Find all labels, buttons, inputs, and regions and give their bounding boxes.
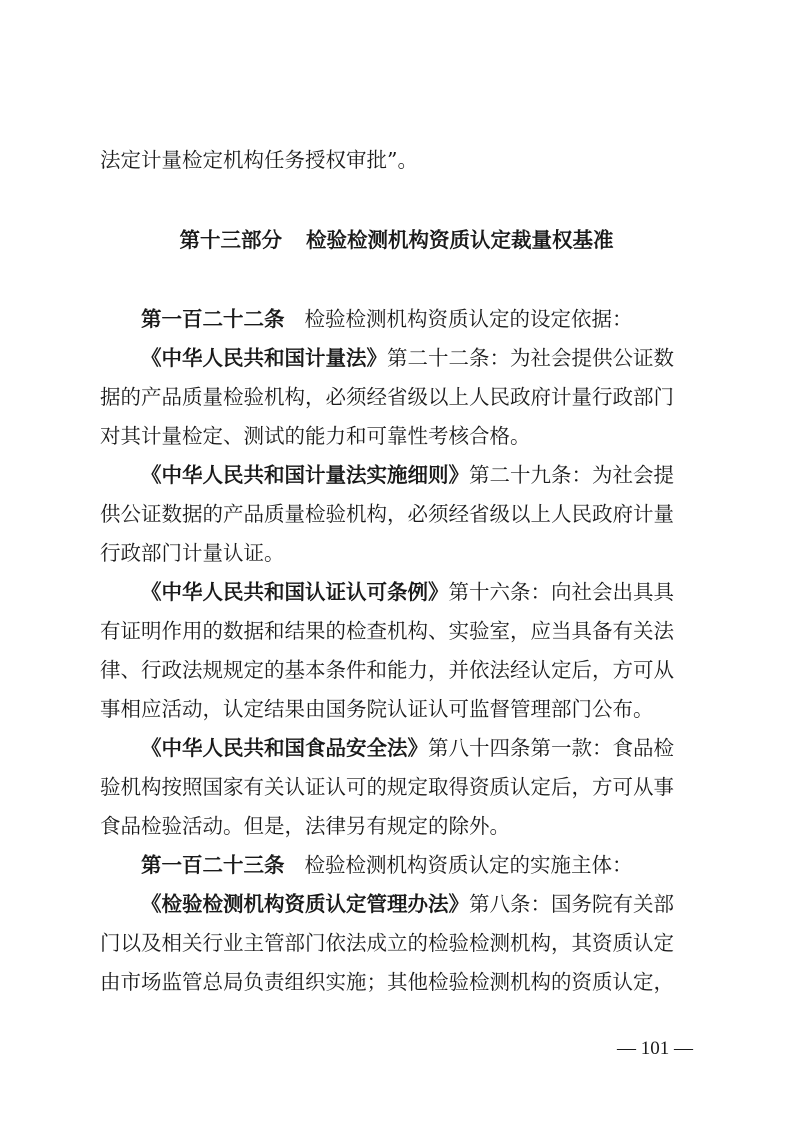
top-fragment-line: 法定计量检定机构任务授权审批”。 xyxy=(100,148,418,172)
p4-line1-text: 第八十四条第一款：食品检 xyxy=(428,736,674,760)
p1-law-title: 《中华人民共和国计量法》 xyxy=(141,346,387,370)
p1-line1-text: 第二十二条：为社会提供公证数 xyxy=(387,346,674,370)
article-123 xyxy=(141,850,701,880)
p3-line1-text: 第十六条：向社会出具具 xyxy=(448,580,674,604)
p4-line2: 验机构按照国家有关认证认可的规定取得资质认定后，方可从事 xyxy=(100,775,674,799)
article-122 xyxy=(141,304,701,334)
p3-law-title: 《中华人民共和国认证认可条例》 xyxy=(141,580,449,604)
p5-line1 xyxy=(141,889,701,919)
p1-line2: 据的产品质量检验机构，必须经省级以上人民政府计量行政部门 xyxy=(100,385,674,409)
section-heading xyxy=(0,225,793,255)
p2-line1-text: 第二十九条：为社会提 xyxy=(469,463,674,487)
p2-line3: 行政部门计量认证。 xyxy=(100,541,285,565)
p5-law-title: 《检验检测机构资质认定管理办法》 xyxy=(141,892,469,916)
page-number: — 101 — xyxy=(617,1038,693,1059)
p5-line2: 门以及相关行业主管部门依法成立的检验检测机构，其资质认定 xyxy=(100,931,674,955)
article-123-label: 第一百二十三条 xyxy=(141,853,285,877)
article-122-text: 检验检测机构资质认定的设定依据： xyxy=(304,307,633,331)
p3-line2: 有证明作用的数据和结果的检查机构、实验室，应当具备有关法 xyxy=(100,619,674,643)
section-title: 检验检测机构资质认定裁量权基准 xyxy=(306,228,614,252)
p1-line3: 对其计量检定、测试的能力和可靠性考核合格。 xyxy=(100,424,531,448)
p2-line2: 供公证数据的产品质量检验机构，必须经省级以上人民政府计量 xyxy=(100,502,674,526)
p3-line3: 律、行政法规规定的基本条件和能力，并依法经认定后，方可从 xyxy=(100,658,674,682)
p2-law-title: 《中华人民共和国计量法实施细则》 xyxy=(141,463,469,487)
p1-line1 xyxy=(141,343,701,373)
p3-line4: 事相应活动，认定结果由国务院认证认可监督管理部门公布。 xyxy=(100,697,654,721)
p4-law-title: 《中华人民共和国食品安全法》 xyxy=(141,736,428,760)
p3-line1 xyxy=(141,577,701,607)
article-122-label: 第一百二十二条 xyxy=(141,307,285,331)
section-label: 第十三部分 xyxy=(179,228,282,252)
article-123-text: 检验检测机构资质认定的实施主体： xyxy=(304,853,633,877)
p2-line1 xyxy=(141,460,701,490)
p5-line1-text: 第八条：国务院有关部 xyxy=(469,892,674,916)
p4-line1 xyxy=(141,733,701,763)
p5-line3: 由市场监管总局负责组织实施；其他检验检测机构的资质认定， xyxy=(100,970,674,994)
p4-line3: 食品检验活动。但是，法律另有规定的除外。 xyxy=(100,814,510,838)
